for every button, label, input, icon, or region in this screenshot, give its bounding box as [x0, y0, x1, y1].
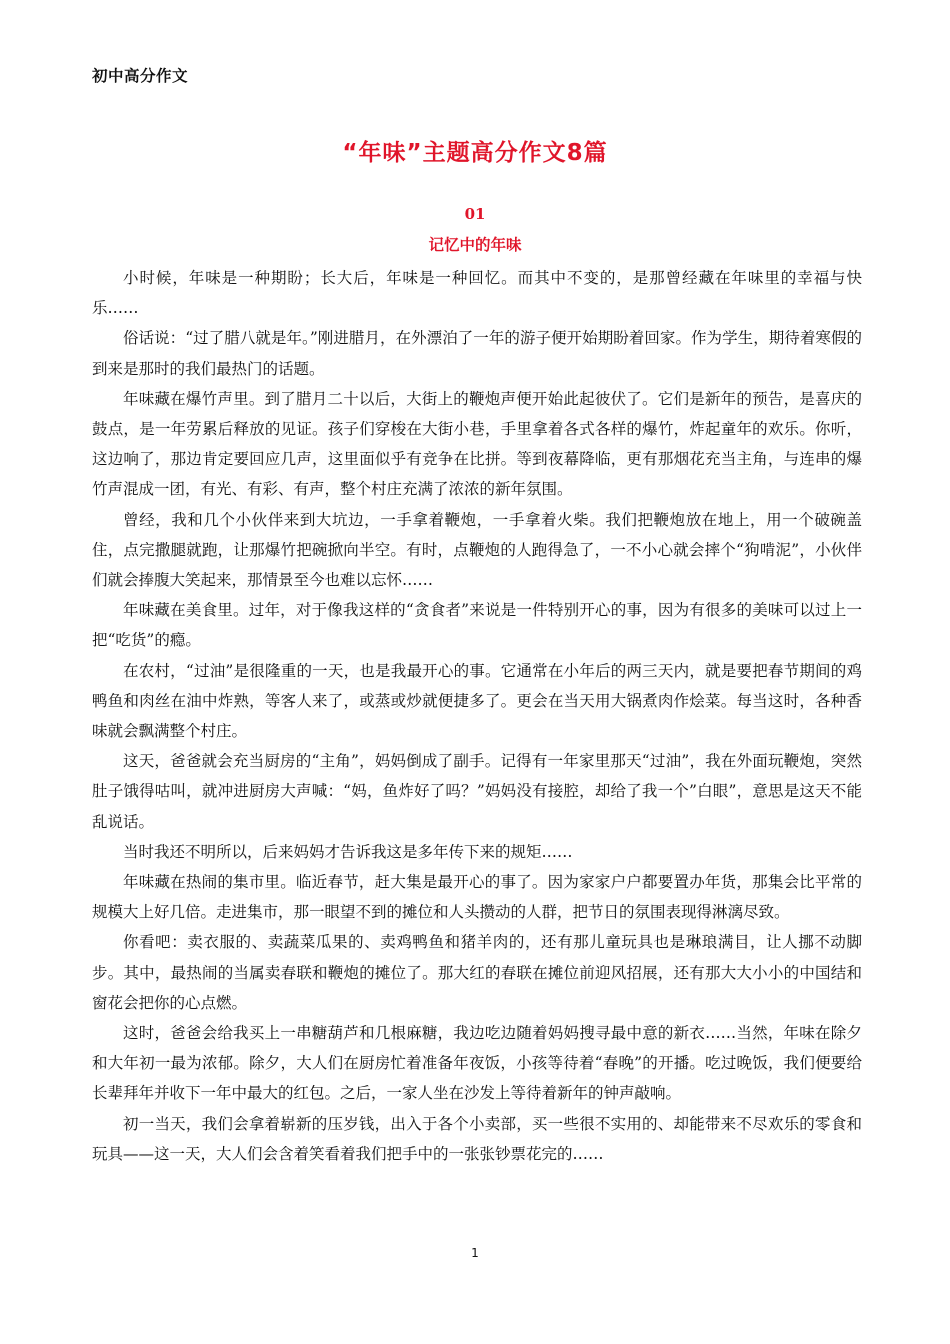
paragraph: 曾经，我和几个小伙伴来到大坑边，一手拿着鞭炮，一手拿着火柴。我们把鞭炮放在地上，用一个破碗盖住，点完撒腿就跑，让那爆竹把碗掀向半空。有时，点鞭炮的人跑得急了，一不小心就会摔个“狗啃泥”，小伙伴们就会捧腹大笑起来，那情景至今也难以忘怀…… [92, 510, 862, 590]
paragraph: 这时，爸爸会给我买上一串糖葫芦和几根麻糖，我边吃边随着妈妈搜寻最中意的新衣……当然，年味在除夕和大年初一最为浓郁。除夕，大人们在厨房忙着准备年夜饭，小孩等待着“春晚”的开播。吃过晚饭，我们便要给长辈拜年并收下一年中最大的红包。之后，一家人坐在沙发上等待着新年的钟声敲响。 [92, 1024, 862, 1103]
section-title: 记忆中的年味 [428, 236, 522, 254]
document-title: “年味”主题高分作文8篇 [342, 140, 608, 166]
paragraph: 小时候，年味是一种期盼；长大后，年味是一种回忆。而其中不变的，是那曾经藏在年味里的幸福与快乐…… [92, 269, 862, 318]
paragraph: 年味藏在美食里。过年，对于像我这样的“贪食者”来说是一件特别开心的事，因为有很多的美味可以过上一把“吃货”的瘾。 [92, 601, 862, 650]
header-label: 初中高分作文 [92, 67, 189, 85]
paragraph: 初一当天，我们会拿着崭新的压岁钱，出入于各个小卖部，买一些很不实用的、却能带来不尽欢乐的零食和玩具——这一天，大人们会含着笑看着我们把手中的一张张钞票花完的…… [92, 1114, 862, 1163]
paragraph: 年味藏在爆竹声里。到了腊月二十以后，大街上的鞭炮声便开始此起彼伏了。它们是新年的预告，是喜庆的鼓点，是一年劳累后释放的见证。孩子们穿梭在大街小巷，手里拿着各式各样的爆竹，炸起童年的欢乐。你听，这边响了，那边肯定要回应几声，这里面似乎有竞争在比拼。等到夜幕降临，更有那烟花充当主角，与连串的爆竹声混成一团，有光、有彩、有声，整个村庄充满了浓浓的新年氛围。 [92, 389, 862, 499]
page-number: 1 [471, 1246, 479, 1260]
paragraph: 在农村，“过油”是很隆重的一天，也是我最开心的事。它通常在小年后的两三天内，就是要把春节期间的鸡鸭鱼和肉丝在油中炸熟，等客人来了，或蒸或炒就便捷多了。更会在当天用大锅煮肉作烩菜。每当这时，各种香味就会飘满整个村庄。 [92, 661, 862, 741]
article-body [92, 263, 862, 1169]
paragraph: 年味藏在热闹的集市里。临近春节，赶大集是最开心的事了。因为家家户户都要置办年货，那集会比平常的规模大上好几倍。走进集市，那一眼望不到的摊位和人头攒动的人群，把节日的氛围表现得淋漓尽致。 [92, 873, 862, 922]
section-number: 01 [464, 205, 486, 223]
paragraph: 你看吧：卖衣服的、卖蔬菜瓜果的、卖鸡鸭鱼和猪羊肉的，还有那儿童玩具也是琳琅满目，让人挪不动脚步。其中，最热闹的当属卖春联和鞭炮的摊位了。那大红的春联在摊位前迎风招展，还有那大大小小的中国结和窗花会把你的心点燃。 [92, 933, 862, 1012]
paragraph: 俗话说：“过了腊八就是年。”刚进腊月，在外漂泊了一年的游子便开始期盼着回家。作为学生，期待着寒假的到来是那时的我们最热门的话题。 [92, 329, 862, 378]
paragraph: 这天，爸爸就会充当厨房的“主角”，妈妈倒成了副手。记得有一年家里那天“过油”，我在外面玩鞭炮，突然肚子饿得咕叫，就冲进厨房大声喊：“妈，鱼炸好了吗？”妈妈没有接腔，却给了我一个”白眼”，意思是这天不能乱说话。 [92, 752, 862, 831]
paragraph: 当时我还不明所以，后来妈妈才告诉我这是多年传下来的规矩…… [123, 842, 573, 861]
